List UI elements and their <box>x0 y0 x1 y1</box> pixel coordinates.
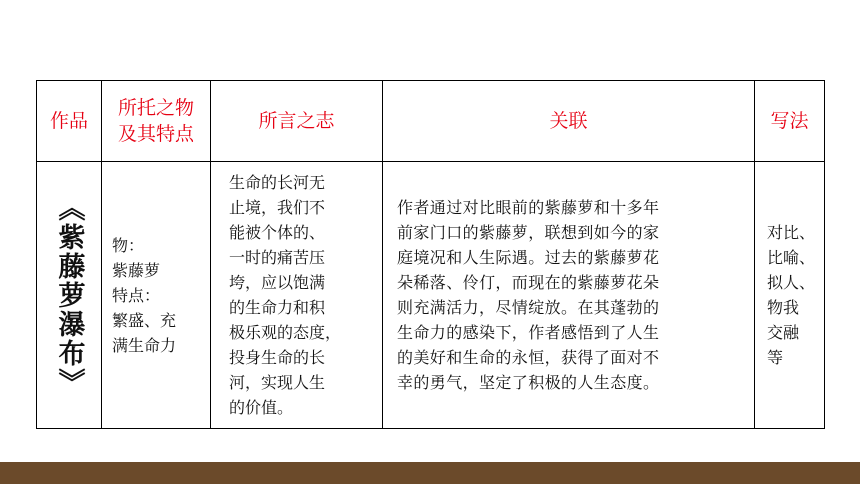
cell-connection <box>383 162 755 429</box>
header-aspiration: 所言之志 <box>211 81 383 162</box>
header-method: 写法 <box>755 81 825 162</box>
aspiration-text: 生命的长河无 止境，我们不 能被个体的、 一时的痛苦压 垮，应以饱满 的生命力和积 极乐观的态度， 投身生命的长 河，实现人生 的价值。 <box>229 173 342 417</box>
header-row <box>37 81 825 162</box>
table-row <box>37 162 825 429</box>
cell-aspiration <box>211 162 383 429</box>
cell-method <box>755 162 825 429</box>
header-connection: 关联 <box>383 81 755 162</box>
cell-object <box>102 162 211 429</box>
connection-text: 作者通过对比眼前的紫藤萝和十多年 前家门口的紫藤萝，联想到如今的家 庭境况和人生际遇。过去的紫藤萝花 朵稀落、伶仃，而现在的紫藤萝花朵 则充满活力，尽情绽放。在其蓬勃的 生命力的感染下，作者感悟到了人生 的美好和生命的永恒，获得了面对不 幸的勇气，坚定了积极的人生态度。 <box>397 198 660 392</box>
work-title: 《紫藤萝瀑布》 <box>53 193 85 397</box>
footer-bar <box>0 462 860 484</box>
header-work: 作品 <box>37 81 102 162</box>
object-text: 物： 紫藤萝 特点： 繁盛、充 满生命力 <box>112 235 177 355</box>
method-text: 对比、 比喻、 拟人、 物我 交融 等 <box>767 223 816 367</box>
header-object: 所托之物 及其特点 <box>102 81 211 162</box>
comparison-table <box>36 80 825 429</box>
cell-work <box>37 162 102 429</box>
